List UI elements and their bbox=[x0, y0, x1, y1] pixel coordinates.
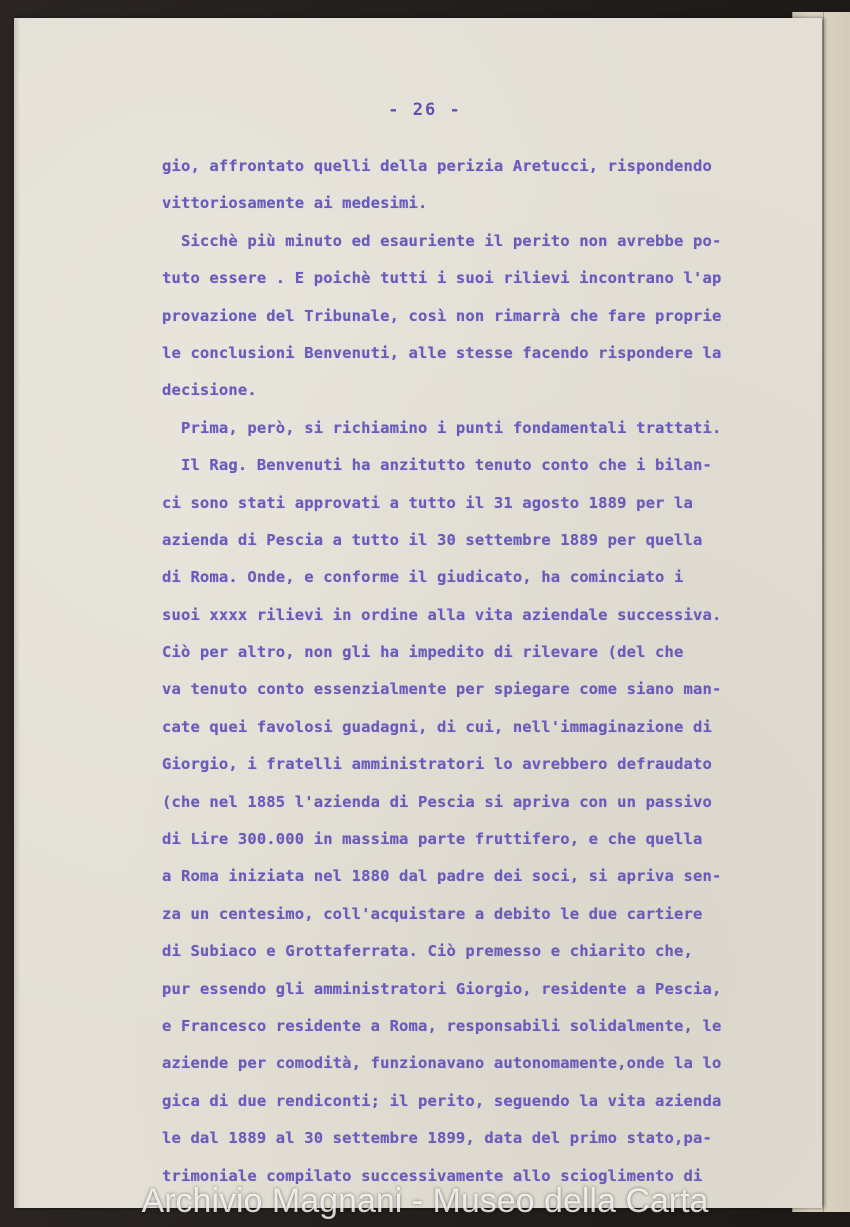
text-line: di Roma. Onde, e conforme il giudicato, ha cominciato i bbox=[162, 568, 684, 587]
page-left-edge bbox=[14, 18, 20, 1208]
text-line: Sicchè più minuto ed esauriente il perito non avrebbe po- bbox=[162, 231, 722, 250]
page-fold bbox=[823, 12, 824, 1212]
text-line: di Subiaco e Grottaferrata. Ciò premesso e chiarito che, bbox=[162, 942, 693, 961]
text-line: trimoniale compilato successivamente allo scioglimento di bbox=[162, 1166, 703, 1185]
text-line: va tenuto conto essenzialmente per spiegare come siano man- bbox=[162, 680, 722, 699]
text-line: ci sono stati approvati a tutto il 31 agosto 1889 per la bbox=[162, 493, 693, 512]
text-line: e Francesco residente a Roma, responsabili solidalmente, le bbox=[162, 1016, 722, 1035]
text-line: le conclusioni Benvenuti, alle stesse facendo rispondere la bbox=[162, 343, 722, 362]
text-line: gio, affrontato quelli della perizia Aretucci, rispondendo bbox=[162, 157, 712, 175]
text-line: di Lire 300.000 in massima parte fruttifero, e che quella bbox=[162, 830, 703, 849]
text-line: a Roma iniziata nel 1880 dal padre dei soci, si apriva sen- bbox=[162, 867, 722, 886]
text-line: gica di due rendiconti; il perito, seguendo la vita azienda bbox=[162, 1091, 722, 1110]
text-line: (che nel 1885 l'azienda di Pescia si apriva con un passivo bbox=[162, 792, 712, 811]
text-line: provazione del Tribunale, così non rimarrà che fare proprie bbox=[162, 306, 722, 325]
text-line: pur essendo gli amministratori Giorgio, residente a Pescia, bbox=[162, 979, 722, 998]
text-line: suoi xxxx rilievi in ordine alla vita aziendale successiva. bbox=[162, 605, 722, 624]
archive-watermark: Archivio Magnani - Museo della Carta bbox=[141, 1182, 709, 1220]
text-line: Ciò per altro, non gli ha impedito di rilevare (del che bbox=[162, 643, 684, 662]
text-line: aziende per comodità, funzionavano autonomamente,onde la lo bbox=[162, 1054, 722, 1073]
text-line: azienda di Pescia a tutto il 30 settembre 1889 per quella bbox=[162, 530, 703, 549]
text-line: cate quei favolosi guadagni, di cui, nell'immaginazione di bbox=[162, 717, 712, 736]
text-line: le dal 1889 al 30 settembre 1899, data del primo stato,pa- bbox=[162, 1129, 712, 1148]
text-line: tuto essere . E poichè tutti i suoi rilievi incontrano l'ap bbox=[162, 269, 722, 288]
text-line: Giorgio, i fratelli amministratori lo avrebbero defraudato bbox=[162, 755, 712, 774]
typewritten-text bbox=[162, 148, 814, 1195]
text-line: za un centesimo, coll'acquistare a debito le due cartiere bbox=[162, 904, 703, 923]
text-line: decisione. bbox=[162, 381, 257, 400]
text-line: Prima, però, si richiamino i punti fondamentali trattati. bbox=[162, 418, 722, 437]
text-line: vittoriosamente ai medesimi. bbox=[162, 194, 428, 213]
text-line: Il Rag. Benvenuti ha anzitutto tenuto conto che i bilan- bbox=[162, 456, 712, 475]
page-number: - 26 - bbox=[388, 100, 462, 120]
